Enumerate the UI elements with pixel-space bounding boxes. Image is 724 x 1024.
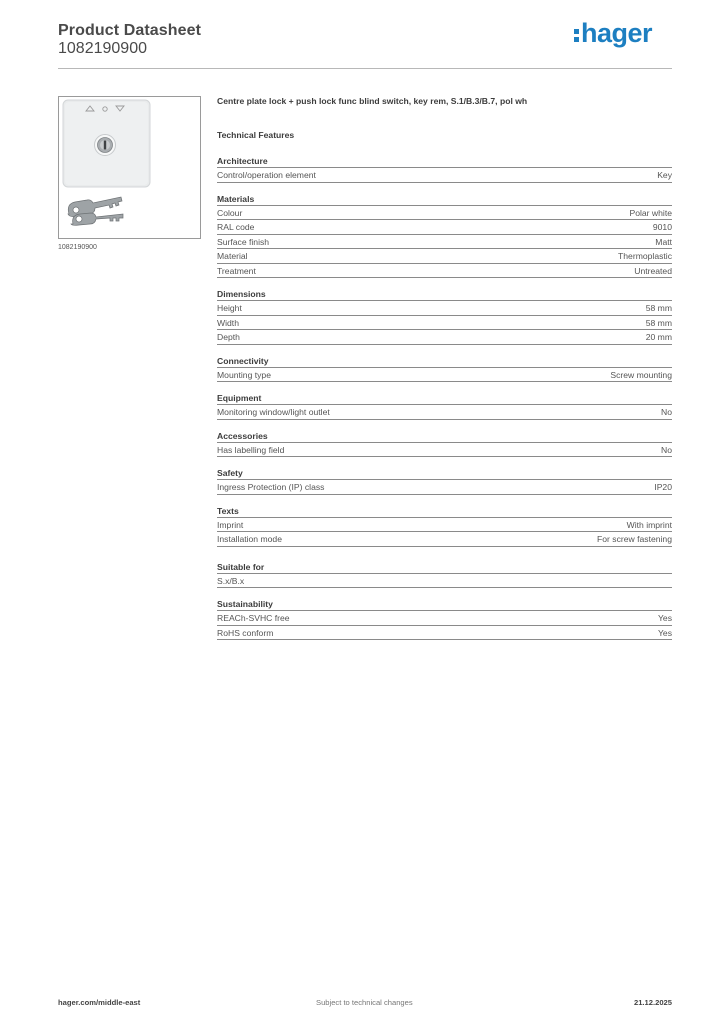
row-label: Ingress Protection (IP) class — [217, 482, 325, 492]
row-label: Monitoring window/light outlet — [217, 407, 330, 417]
row-value: No — [661, 444, 672, 455]
image-caption: 1082190900 — [58, 244, 97, 251]
document-title: Product Datasheet — [58, 22, 202, 39]
row-value: 9010 — [652, 222, 672, 232]
row-value: 20 mm — [645, 332, 672, 342]
footer-date: 21.12.2025 — [633, 998, 672, 1007]
header-divider — [58, 68, 672, 69]
product-image — [58, 96, 201, 239]
row-value: With imprint — [626, 519, 672, 530]
section-title: Accessories — [217, 430, 672, 443]
section-title: Suitable for — [217, 561, 672, 574]
row-label: Treatment — [217, 265, 256, 276]
technical-features — [217, 155, 672, 650]
table-row — [217, 168, 672, 183]
row-value: Yes — [657, 627, 672, 638]
section-connectivity — [217, 355, 672, 383]
table-row — [217, 368, 672, 383]
row-value: Screw mounting — [610, 369, 672, 380]
logo-dots-icon — [574, 29, 579, 42]
row-value: For screw fastening — [597, 534, 672, 544]
footer-notice: Subject to technical changes — [316, 998, 413, 1007]
row-label: RoHS conform — [217, 627, 274, 638]
row-label: Colour — [217, 207, 243, 218]
table-row — [217, 206, 672, 221]
table-row — [217, 235, 672, 250]
page-header — [58, 20, 672, 68]
row-label: Has labelling field — [217, 444, 285, 455]
section-accessories — [217, 430, 672, 458]
row-label: REACh-SVHC free — [217, 613, 290, 623]
product-number: 1082190900 — [58, 40, 147, 57]
table-row — [217, 626, 672, 641]
section-title: Architecture — [217, 155, 672, 168]
table-row — [217, 443, 672, 458]
row-value: Thermoplastic — [618, 251, 672, 261]
row-label: Depth — [217, 332, 240, 342]
switch-with-keys-icon — [59, 97, 200, 238]
row-value: Polar white — [629, 207, 672, 218]
row-value: 58 mm — [645, 317, 672, 328]
row-label: S.x/B.x — [217, 575, 245, 586]
row-label: RAL code — [217, 222, 255, 232]
table-row — [217, 316, 672, 331]
table-row — [217, 518, 672, 533]
section-title: Safety — [217, 467, 672, 480]
row-value: No — [661, 407, 672, 417]
footer-website-link[interactable]: hager.com/middle-east — [58, 998, 141, 1007]
row-value: Untreated — [634, 265, 672, 276]
row-label: Control/operation element — [217, 170, 316, 180]
section-architecture — [217, 155, 672, 183]
table-row — [217, 532, 672, 547]
row-label: Mounting type — [217, 369, 271, 380]
table-row — [217, 301, 672, 316]
section-title: Texts — [217, 505, 672, 518]
row-label: Installation mode — [217, 534, 282, 544]
row-value: 58 mm — [645, 303, 672, 313]
section-title: Sustainability — [217, 598, 672, 611]
logo-text: hager — [580, 18, 652, 48]
row-label: Height — [217, 303, 242, 313]
table-row — [217, 330, 672, 345]
row-value: Matt — [655, 236, 672, 247]
table-row — [217, 220, 672, 235]
section-title: Connectivity — [217, 355, 672, 368]
section-sustainability — [217, 598, 672, 640]
hager-logo[interactable] — [574, 18, 652, 48]
table-row — [217, 574, 672, 589]
technical-features-heading: Technical Features — [217, 130, 295, 140]
table-row — [217, 480, 672, 495]
row-value: Yes — [657, 613, 672, 623]
row-label: Width — [217, 317, 239, 328]
section-safety — [217, 467, 672, 495]
section-dimensions — [217, 288, 672, 345]
section-title: Dimensions — [217, 288, 672, 301]
row-value: IP20 — [654, 482, 672, 492]
product-title: Centre plate lock + push lock func blind switch, key rem, S.1/B.3/B.7, pol wh — [217, 96, 528, 106]
row-value: Key — [657, 170, 672, 180]
section-materials — [217, 193, 672, 279]
table-row — [217, 264, 672, 279]
table-row — [217, 611, 672, 626]
row-label: Material — [217, 251, 248, 261]
section-equipment — [217, 392, 672, 420]
table-row — [217, 405, 672, 420]
row-label: Imprint — [217, 519, 244, 530]
table-row — [217, 249, 672, 264]
section-texts — [217, 505, 672, 547]
row-label: Surface finish — [217, 236, 270, 247]
section-suitable-for — [217, 561, 672, 589]
section-title: Equipment — [217, 392, 672, 405]
section-title: Materials — [217, 193, 672, 206]
